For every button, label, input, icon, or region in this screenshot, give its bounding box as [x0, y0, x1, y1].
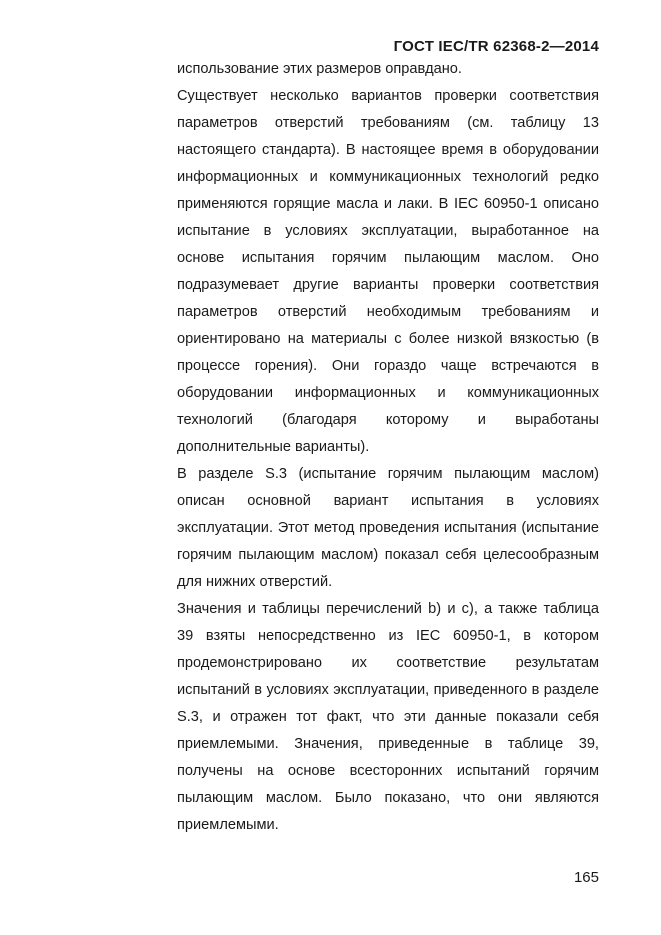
page-number: 165	[573, 869, 599, 886]
paragraph-continuation: использование этих размеров оправдано.	[177, 61, 462, 77]
paragraph-verification-options: Существует несколько вариантов проверки соответствия параметров отверстий требованиям (см. таблицу 13 настоящего стандарта). В настоящее время в оборудовании информационных и коммуникационных технологий редко применяются горящие масла и лаки. В IEC 60950-1 описано испытание в условиях эксплуатации, выработанное на основе испытания горячим пылающим маслом. Оно подразумевает другие варианты проверки соответствия параметров отверстий необходимым требованиям и ориентировано на материалы с более низкой вязкостью (в процессе горения). Они гораздо чаще встречаются в оборудовании информационных и коммуникационных технологий (благодаря которому и выработаны дополнительные варианты).	[177, 88, 599, 455]
paragraph-section-s3: В разделе S.3 (испытание горячим пылающим маслом) описан основной вариант испытания в условиях эксплуатации. Этот метод проведения испытания (испытание горячим пылающим маслом) показал себя целесообразным для нижних отверстий.	[177, 466, 599, 590]
document-code-header: ГОСТ IEC/TR 62368-2—2014	[393, 38, 599, 55]
document-body	[177, 56, 599, 839]
paragraph-table-39: Значения и таблицы перечислений b) и c), а также таблица 39 взяты непосредственно из IEC 60950-1, в котором продемонстрировано их соответствие результатам испытаний в условиях эксплуатации, приведенного в разделе S.3, и отражен тот факт, что эти данные показали себя приемлемыми. Значения, приведенные в таблице 39, получены на основе всесторонних испытаний горячим пылающим маслом. Было показано, что они являются приемлемыми.	[177, 601, 599, 833]
